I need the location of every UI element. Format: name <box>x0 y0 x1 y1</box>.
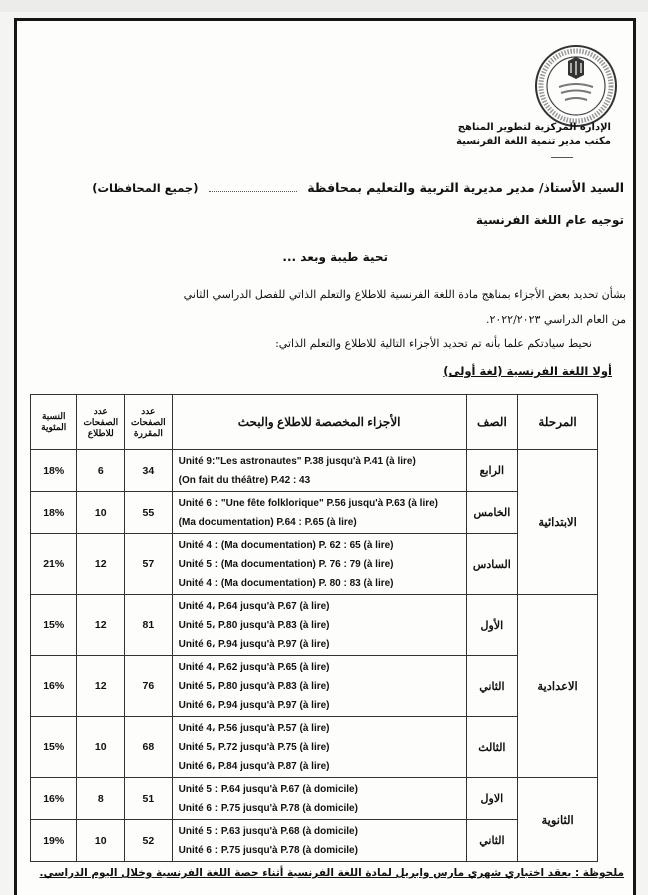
reading-pages-cell: 12 <box>77 656 125 717</box>
part-line: Unité 5، P.80 jusqu'à P.83 (à lire) <box>178 619 330 631</box>
percentage-cell: 21% <box>31 534 77 595</box>
part-line: Unité 4 : (Ma documentation) P. 62 : 65 (à lire) <box>178 539 394 551</box>
part-line: Unité 4، P.56 jusqu'à P.57 (à lire) <box>178 722 330 734</box>
part-line: Unité 4 : (Ma documentation) P. 80 : 83 (à lire) <box>178 577 394 589</box>
part-line: Unité 6، P.94 jusqu'à P.97 (à lire) <box>178 638 330 650</box>
parts-cell <box>172 534 466 595</box>
percentage-cell: 18% <box>31 492 77 534</box>
table-header-row <box>31 395 598 450</box>
percentage-cell: 15% <box>31 595 77 656</box>
assigned-pages-cell: 51 <box>125 778 173 820</box>
part-line: Unité 5، P.80 jusqu'à P.83 (à lire) <box>178 680 330 692</box>
footnote: ملحوظة : يعقد اختباري شهري مارس وابريل لمادة اللغة الفرنسية أثناء حصة اللغة الفرنسية وخلال اليوم الدراسي. <box>39 867 624 879</box>
assigned-pages-cell: 81 <box>125 595 173 656</box>
assigned-pages-cell: 68 <box>125 717 173 778</box>
part-line: Unité 4، P.62 jusqu'à P.65 (à lire) <box>178 661 330 673</box>
parts-cell <box>172 778 466 820</box>
assigned-pages-cell: 52 <box>125 820 173 862</box>
part-line: Unité 5 : P.63 jusqu'à P.68 (à domicile) <box>178 825 358 837</box>
recipient-line <box>92 180 624 195</box>
parts-cell <box>172 656 466 717</box>
header-stage: المرحلة <box>518 395 598 450</box>
table-row <box>31 534 598 595</box>
grade-cell: الأول <box>466 595 518 656</box>
table-row <box>31 717 598 778</box>
parts-cell <box>172 450 466 492</box>
curriculum-table <box>30 394 598 862</box>
grade-cell: السادس <box>466 534 518 595</box>
paragraph-year: من العام الدراسي ٢٠٢٢/٢٠٢٣. <box>485 313 626 326</box>
part-line: Unité 6، P.94 jusqu'à P.97 (à lire) <box>178 699 330 711</box>
percentage-cell: 16% <box>31 778 77 820</box>
table-row <box>31 778 598 820</box>
part-line: Unité 4، P.64 jusqu'à P.67 (à lire) <box>178 600 330 612</box>
part-line: Unité 6 : "Une fête folklorique" P.56 jusqu'à P.63 (à lire) <box>178 497 439 509</box>
assigned-pages-cell: 57 <box>125 534 173 595</box>
recipient: السيد الأستاذ/ مدير مديرية التربية والتعليم بمحافظة <box>307 180 624 195</box>
ministry-emblem-icon <box>533 43 619 129</box>
stage-cell: الثانوية <box>518 778 598 862</box>
header-divider <box>551 157 573 158</box>
assigned-pages-cell: 76 <box>125 656 173 717</box>
grade-cell: الثالث <box>466 717 518 778</box>
assigned-pages-cell: 55 <box>125 492 173 534</box>
reading-pages-cell: 8 <box>77 778 125 820</box>
part-line: Unité 6، P.84 jusqu'à P.87 (à lire) <box>178 760 330 772</box>
parts-cell <box>172 820 466 862</box>
percentage-cell: 16% <box>31 656 77 717</box>
paragraph-subject: بشأن تحديد بعض الأجزاء بمناهج مادة اللغة الفرنسية للاطلاع والتعلم الذاتي للفصل الدراسي الثاني <box>183 288 626 301</box>
blank-dots <box>209 183 297 192</box>
header-assigned-pages: عدد الصفحات المقررة <box>125 395 173 450</box>
reading-pages-cell: 12 <box>77 595 125 656</box>
table-row <box>31 492 598 534</box>
table-row <box>31 656 598 717</box>
part-line: Unité 6 : P.75 jusqu'à P.78 (à domicile) <box>178 802 358 814</box>
table-row <box>31 595 598 656</box>
grade-cell: الخامس <box>466 492 518 534</box>
table-row <box>31 450 598 492</box>
header-parts: الأجزاء المخصصة للاطلاع والبحث <box>172 395 466 450</box>
header-department <box>456 121 611 149</box>
grade-cell: الاول <box>466 778 518 820</box>
part-line: Unité 5 : (Ma documentation) P. 76 : 79 (à lire) <box>178 558 394 570</box>
assigned-pages-cell: 34 <box>125 450 173 492</box>
top-strip <box>0 0 648 12</box>
reading-pages-cell: 10 <box>77 492 125 534</box>
department-line-2: مكتب مدير تنمية اللغة الفرنسية <box>456 136 611 147</box>
stage-cell: الاعدادية <box>518 595 598 778</box>
percentage-cell: 15% <box>31 717 77 778</box>
part-line: (Ma documentation) P.64 : P.65 (à lire) <box>178 516 357 528</box>
header-percentage: النسبة المئوية <box>31 395 77 450</box>
part-line: Unité 5 : P.64 jusqu'à P.67 (à domicile) <box>178 783 358 795</box>
recipient-scope: (جميع المحافظات) <box>92 181 199 195</box>
header-grade: الصف <box>466 395 518 450</box>
grade-cell: الثاني <box>466 656 518 717</box>
attention-line: توجيه عام اللغة الفرنسية <box>475 213 624 227</box>
table-row <box>31 820 598 862</box>
percentage-cell: 18% <box>31 450 77 492</box>
department-line-1: الإدارة المركزية لتطوير المناهج <box>457 122 611 133</box>
part-line: Unité 5، P.72 jusqu'à P.75 (à lire) <box>178 741 330 753</box>
header-reading-pages: عدد الصفحات للاطلاع <box>77 395 125 450</box>
paragraph-notice: نحيط سيادتكم علما بأنه تم تحديد الأجزاء التالية للاطلاع والتعلم الذاتي: <box>275 337 592 350</box>
reading-pages-cell: 10 <box>77 820 125 862</box>
parts-cell <box>172 595 466 656</box>
reading-pages-cell: 12 <box>77 534 125 595</box>
reading-pages-cell: 10 <box>77 717 125 778</box>
part-line: Unité 9:"Les astronautes" P.38 jusqu'à P.41 (à lire) <box>178 455 416 467</box>
parts-cell <box>172 717 466 778</box>
reading-pages-cell: 6 <box>77 450 125 492</box>
part-line: Unité 6 : P.75 jusqu'à P.78 (à domicile) <box>178 844 358 856</box>
percentage-cell: 19% <box>31 820 77 862</box>
greeting: تحية طيبة وبعد ... <box>282 250 388 264</box>
grade-cell: الرابع <box>466 450 518 492</box>
section-title: أولا اللغة الفرنسية (لغة أولى) <box>443 364 612 378</box>
parts-cell <box>172 492 466 534</box>
grade-cell: الثاني <box>466 820 518 862</box>
part-line: (On fait du théâtre) P.42 : 43 <box>178 474 311 486</box>
stage-cell: الابتدائية <box>518 450 598 595</box>
